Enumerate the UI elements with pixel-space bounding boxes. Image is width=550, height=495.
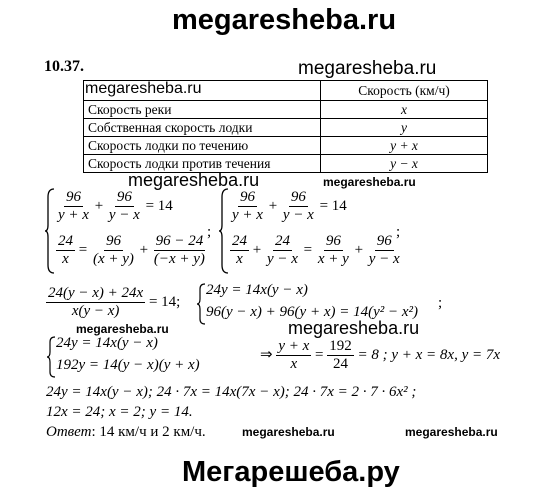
line6: 12x = 24; x = 2; y = 14.: [46, 404, 193, 420]
table-header-row: [84, 81, 488, 101]
system2-eq2: $\frac{24}{x}$ + $\frac{24}{y - x}$ = $\frac{96}{x + y}$ + $\frac{96}{y - x}$: [232, 233, 400, 267]
left-brace-icon: [196, 282, 206, 326]
footer-watermark: Мегарешеба.ру: [182, 456, 400, 488]
watermark-small-1: megaresheba.ru: [323, 175, 416, 189]
line4-result: ⇒ $\frac{y + x}{x}$ = $\frac{192}{24}$ = 8 ; y + x = 8x, y = 7x: [260, 338, 501, 372]
left-brace-icon: [44, 187, 56, 275]
answer-label: Ответ: [46, 424, 92, 440]
table-header-speed: Скорость (км/ч): [321, 81, 488, 101]
table-header-empty: [84, 81, 321, 101]
watermark-line4: megaresheba.ru: [288, 318, 420, 338]
table-row: [84, 137, 488, 155]
line3-fraction-equation: $\frac{24(y - x) + 24x}{x(y - x)}$ = 14;: [48, 285, 181, 319]
system1-eq2: $\frac{24}{x}$ = $\frac{96}{(x + y)}$ + $\frac{96 - 24}{(-x + y)}$: [58, 233, 205, 267]
system2-separator: ;: [396, 224, 401, 240]
table-cell-label: Скорость лодки по течению: [84, 137, 321, 155]
line3-separator: ;: [438, 295, 443, 311]
table-row: [84, 119, 488, 137]
line4-system: [46, 335, 246, 381]
table-cell-label: Собственная скорость лодки: [84, 119, 321, 137]
equation-system-1: [44, 187, 234, 277]
answer-line: [46, 424, 206, 441]
left-brace-icon: [46, 335, 56, 379]
table-cell-label: Скорость реки: [84, 101, 321, 119]
equation-system-2: [218, 187, 418, 277]
line4-sys-eq1: 24y = 14x(y − x): [56, 335, 158, 351]
watermark-small-2: megaresheba.ru: [76, 322, 169, 336]
system2-eq1: $\frac{96}{y + x}$ + $\frac{96}{y - x}$ = 14: [232, 189, 347, 223]
line5: 24y = 14x(y − x); 24 · 7x = 14x(7x − x); 24 · 7x = 2 · 7 · 6x² ;: [46, 384, 417, 400]
speed-table: [83, 80, 488, 173]
implies-arrow-icon: ⇒: [260, 344, 273, 363]
header-watermark: megaresheba.ru: [172, 4, 397, 36]
line3-sys-eq1: 24y = 14x(y − x): [206, 282, 308, 298]
table-cell-value: y − x: [321, 155, 488, 173]
system1-separator: ;: [207, 224, 212, 240]
answer-text: : 14 км/ч и 2 км/ч.: [91, 424, 206, 440]
watermark-mid: megaresheba.ru: [298, 58, 437, 79]
table-cell-label: Скорость лодки против течения: [84, 155, 321, 173]
table-cell-value: y: [321, 119, 488, 137]
watermark-table: megaresheba.ru: [85, 80, 202, 97]
line4-sys-eq2: 192y = 14(y − x)(y + x): [56, 357, 200, 373]
system1-eq1: $\frac{96}{y + x}$ + $\frac{96}{y - x}$ = 14: [58, 189, 173, 223]
left-brace-icon: [218, 187, 230, 275]
table-row: [84, 101, 488, 119]
line3-sys-eq2: 96(y − x) + 96(y + x) = 14(y² − x²): [206, 304, 419, 320]
problem-number: 10.37.: [44, 58, 84, 75]
watermark-small-4: megaresheba.ru: [405, 425, 498, 439]
watermark-system: megaresheba.ru: [128, 170, 260, 190]
table-cell-value: x: [321, 101, 488, 119]
watermark-small-3: megaresheba.ru: [242, 425, 335, 439]
table-cell-value: y + x: [321, 137, 488, 155]
